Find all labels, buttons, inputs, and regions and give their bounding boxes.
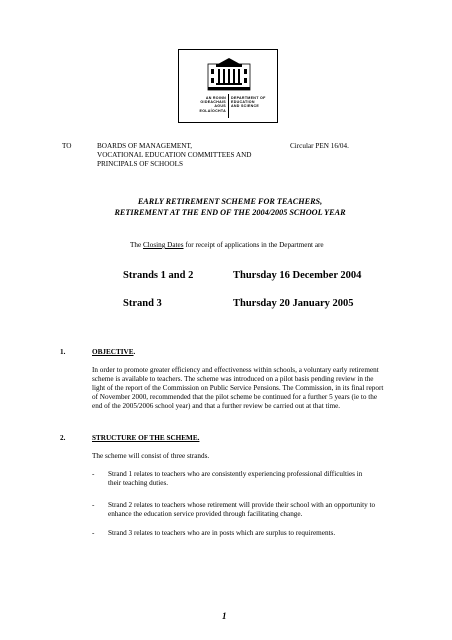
logo-irish-line: AN ROINN [205,96,226,100]
logo-english-line: EDUCATION [231,100,255,105]
logo-irish-name [189,96,226,113]
government-buildings-icon [206,56,252,92]
title-line: RETIREMENT AT THE END OF THE 2004/2005 SCHOOL YEAR [114,208,346,217]
logo-divider [228,94,229,118]
bullet-item [108,529,398,538]
bullet-line: Strand 3 relates to teachers who are in posts which are surplus to requirements. [108,529,336,537]
logo-irish-line: AGUS EOLAÍOCHTA [199,104,226,113]
bullet-line: Strand 1 relates to teachers who are consistently experiencing professional difficulties in [108,470,363,478]
section-title: STRUCTURE OF THE SCHEME. [92,434,200,442]
logo-english-line: DEPARTMENT OF [231,96,266,100]
recipient-line: BOARDS OF MANAGEMENT, [97,142,193,150]
closing-dates-note [130,241,324,250]
closing-prefix: The [130,241,143,249]
logo-irish-line: OIDEACHAIS [200,100,226,105]
recipient-line: PRINCIPALS OF SCHOOLS [97,160,184,168]
section-number: 1. [60,348,66,356]
paragraph-line: of November 2000, recommended that the pilot scheme be continued for a further 5 years (ie to the [92,393,378,401]
bullet-mark: - [92,501,95,509]
bullet-line: enhance the education service provided through facilitating change. [108,510,303,518]
document-title [60,196,400,218]
paragraph-line: scheme is available to teachers. The scheme was introduced on a pilot basis pending review in the [92,375,374,383]
strand-label: Strands 1 and 2 [123,270,194,281]
bullet-item [108,470,398,488]
department-logo [178,49,278,123]
bullet-line: their teaching duties. [108,479,169,487]
section-number: 2. [60,434,66,442]
strand-date: Thursday 20 January 2005 [233,298,354,309]
strand-label: Strand 3 [123,298,162,309]
section-heading [92,348,135,357]
closing-suffix: for receipt of applications in the Department are [183,241,324,249]
structure-intro: The scheme will consist of three strands. [92,452,210,460]
logo-english-name [231,96,277,109]
strand-date: Thursday 16 December 2004 [233,270,362,281]
recipient-line: VOCATIONAL EDUCATION COMMITTEES AND [97,151,252,159]
paragraph-line: In order to promote greater efficiency and effectiveness within schools, a voluntary early retirement [92,366,379,374]
circular-number: Circular PEN 16/04. [290,142,349,150]
recipients [97,142,251,169]
bullet-line: Strand 2 relates to teachers whose retirement will provide their school with an opportunity to [108,501,376,509]
paragraph-line: end of the 2005/2006 school year) and that a further review be carried out at that time. [92,402,341,410]
section-title: OBJECTIVE [92,348,134,356]
to-label: TO [62,142,72,150]
logo-english-line: AND SCIENCE [231,104,260,109]
section-title-suffix: . [133,348,136,356]
paragraph-line: light of the report of the Commission on Public Service Pensions. The Commission, in its final report [92,384,384,392]
objective-paragraph [92,366,392,411]
closing-dates-underlined: Closing Dates [142,241,184,249]
title-line: EARLY RETIREMENT SCHEME FOR TEACHERS, [137,197,323,206]
bullet-mark: - [92,470,95,478]
bullet-item [108,501,398,519]
page-number: 1 [222,611,227,621]
bullet-mark: - [92,529,95,537]
